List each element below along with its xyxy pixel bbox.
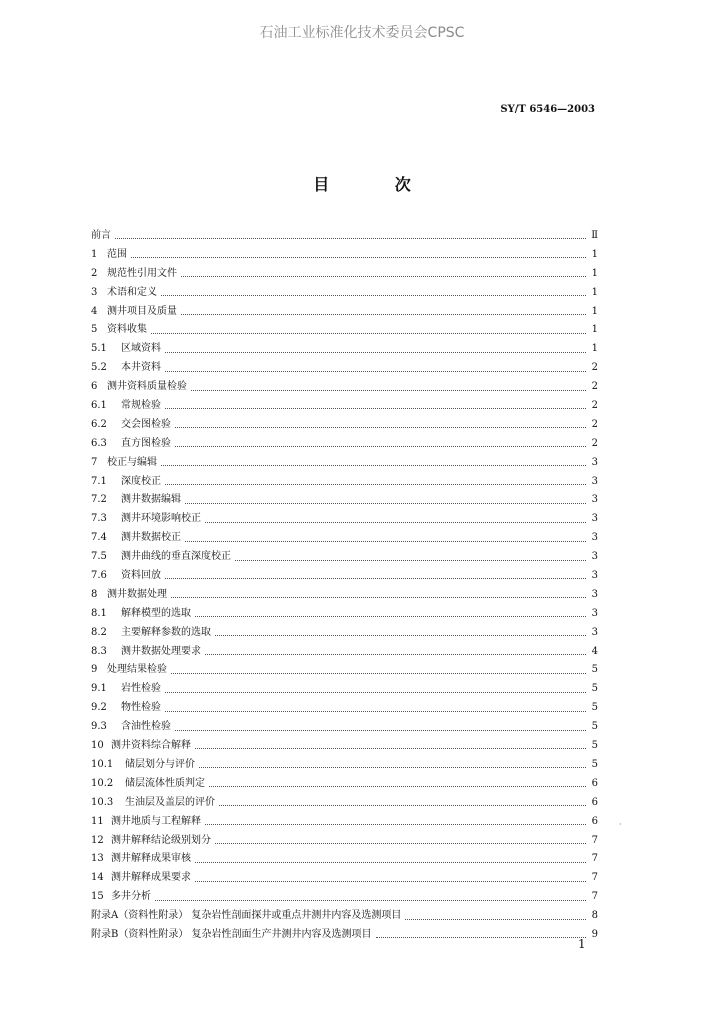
toc-entry-number: 8.1 [91,607,107,619]
toc-entry[interactable] [91,775,598,794]
toc-leader-dots [185,502,586,504]
toc-entry-page: 3 [591,551,598,563]
toc-entry[interactable] [91,567,598,586]
toc-entry-label: 规范性引用文件 [107,267,177,279]
toc-entry[interactable] [91,756,598,775]
toc-entry-label: 解释模型的选取 [121,607,191,619]
toc-leader-dots [161,464,586,466]
toc-entry-page: 3 [591,626,598,638]
toc-entry-number: 7.4 [91,532,107,544]
toc-entry[interactable] [91,284,598,303]
toc-entry-number: 14 [91,872,104,884]
toc-entry-label: 主要解释参数的选取 [121,626,211,638]
toc-entry-label: 生油层及盖层的评价 [125,796,215,808]
toc-leader-dots [161,294,586,296]
toc-entry-page: 5 [591,721,598,733]
toc-entry-page: 5 [591,702,598,714]
toc-entry-label: 测井数据处理 [107,588,167,600]
toc-leader-dots [175,426,586,428]
toc-entry[interactable] [91,661,598,680]
toc-leader-dots [205,521,586,523]
toc-entry[interactable] [91,340,598,359]
toc-entry-label: 本井资料 [121,362,161,374]
toc-entry-number: 6 [91,381,98,393]
toc-entry-page: 3 [591,475,598,487]
toc-entry-number: 6.1 [91,400,107,412]
toc-entry[interactable] [91,680,598,699]
toc-entry-label: 测井解释成果审核 [111,853,191,865]
toc-entry-label: 储层划分与评价 [125,758,195,770]
toc-leader-dots [209,785,586,787]
toc-entry-label: 物性检验 [121,702,161,714]
toc-leader-dots [195,747,586,749]
toc-leader-dots [165,407,586,409]
toc-entry-number: 9 [91,664,98,676]
toc-leader-dots [165,577,586,579]
toc-entry-label: 测井资料质量检验 [107,381,187,393]
toc-leader-dots [181,275,586,277]
toc-leader-dots [219,804,586,806]
toc-entry-number: 7.2 [91,494,107,506]
toc-entry[interactable] [91,586,598,605]
toc-entry-label: 测井项目及质量 [107,305,177,317]
toc-entry-page: 1 [591,248,598,260]
toc-entry-page: Ⅱ [591,230,598,241]
toc-entry[interactable] [91,907,598,926]
toc-entry-number: 10 [91,740,104,752]
toc-entry-label: 范围 [107,248,127,260]
toc-entry[interactable] [91,510,598,529]
toc-entry-label: 测井解释结论级别划分 [111,834,211,846]
toc-entry[interactable] [91,491,598,510]
toc-entry-label: 多井分析 [111,891,151,903]
toc-leader-dots [165,710,586,712]
toc-entry-number: 5.1 [91,343,107,355]
toc-entry-label: 含油性检验 [121,721,171,733]
toc-entry-number: 7 [91,456,98,468]
toc-leader-dots [376,936,586,938]
toc-entry-page: 1 [591,305,598,317]
toc-leader-dots [165,691,586,693]
toc-entry-number: 7.3 [91,513,107,525]
toc-entry-label: 测井曲线的垂直深度校正 [121,551,231,563]
toc-entry-number: 8.2 [91,626,107,638]
toc-entry-number: 7.6 [91,570,107,582]
toc-entry-page: 1 [591,324,598,336]
toc-leader-dots [115,237,586,239]
toc-entry[interactable] [91,227,598,246]
toc-entry-number: 2 [91,267,98,279]
toc-entry-page: 9 [591,928,598,940]
toc-entry-page: 7 [591,853,598,865]
toc-entry-page: 2 [591,381,598,393]
toc-entry-page: 7 [591,872,598,884]
toc-leader-dots [235,559,586,561]
toc-entry-label: 常规检验 [121,400,161,412]
toc-entry-label: 资料回放 [121,570,161,582]
toc-entry-label: 测井环境影响校正 [121,513,201,525]
toc-entry-number: 9.3 [91,721,107,733]
toc-entry[interactable] [91,605,598,624]
toc-entry-number: 5.2 [91,362,107,374]
toc-leader-dots [131,256,586,258]
page-title: 目 次 [313,175,441,194]
toc-entry-page: 1 [591,343,598,355]
toc-leader-dots [195,615,586,617]
toc-entry-number: 6.2 [91,418,107,430]
toc-entry-label: 岩性检验 [121,683,161,695]
toc-entry[interactable] [91,246,598,265]
toc-entry-number: 3 [91,286,98,298]
toc-entry[interactable] [91,303,598,322]
toc-leader-dots [205,823,586,825]
toc-leader-dots [165,370,586,372]
toc-leader-dots [195,861,586,863]
toc-entry-page: 3 [591,607,598,619]
toc-entry-page: 3 [591,456,598,468]
toc-entry-page: 3 [591,570,598,582]
toc-entry[interactable] [91,794,598,813]
toc-entry-number: 9.2 [91,702,107,714]
toc-entry[interactable] [91,718,598,737]
toc-entry[interactable] [91,397,598,416]
toc-entry-number: 7.1 [91,475,107,487]
toc-entry-label: 深度校正 [121,475,161,487]
toc-entry-label: 测井解释成果要求 [111,872,191,884]
toc-entry-label: 测井地质与工程解释 [111,815,201,827]
toc-entry-label: 直方图检验 [121,437,171,449]
toc-entry-label: 区域资料 [121,343,161,355]
toc-entry-page: 1 [591,286,598,298]
toc-entry-number: 4 [91,305,98,317]
toc-leader-dots [405,918,586,920]
toc-entry[interactable] [91,435,598,454]
edge-mark: · [619,820,622,829]
toc-entry-label: 处理结果检验 [107,664,167,676]
toc-leader-dots [151,332,586,334]
toc-leader-dots [175,445,586,447]
toc-entry[interactable] [91,813,598,832]
toc-entry-number: 8 [91,588,98,600]
toc-entry-page: 3 [591,532,598,544]
toc-entry-number: 5 [91,324,98,336]
toc-entry[interactable] [91,473,598,492]
toc-entry-number: 6.3 [91,437,107,449]
toc-entry-page: 3 [591,494,598,506]
table-of-contents [91,227,598,945]
toc-leader-dots [165,483,586,485]
toc-entry[interactable] [91,643,598,662]
toc-entry-page: 2 [591,437,598,449]
toc-entry-label: 测井数据处理要求 [121,645,201,657]
toc-entry[interactable] [91,699,598,718]
toc-entry-number: 7.5 [91,551,107,563]
toc-entry-label: 测井资料综合解释 [111,740,191,752]
toc-entry-label: 交会图检验 [121,418,171,430]
standard-number: SY/T 6546—2003 [500,104,595,115]
toc-entry-page: 5 [591,740,598,752]
toc-leader-dots [171,672,586,674]
toc-leader-dots [215,634,586,636]
toc-leader-dots [199,766,586,768]
toc-entry[interactable] [91,926,598,945]
toc-entry-label: 测井数据校正 [121,532,181,544]
toc-leader-dots [165,351,586,353]
toc-entry-page: 4 [591,645,598,657]
toc-entry[interactable] [91,624,598,643]
toc-leader-dots [171,596,586,598]
toc-entry-label: 校正与编辑 [107,456,157,468]
toc-entry[interactable] [91,888,598,907]
toc-entry-number: 8.3 [91,645,107,657]
toc-entry-label: 储层流体性质判定 [125,777,205,789]
toc-leader-dots [191,389,586,391]
toc-entry-page: 6 [591,777,598,789]
toc-entry-number: 10.2 [91,777,114,789]
toc-entry-page: 8 [591,910,598,922]
toc-leader-dots [215,842,586,844]
toc-entry-page: 5 [591,664,598,676]
toc-entry-page: 5 [591,683,598,695]
toc-entry-page: 2 [591,400,598,412]
toc-entry-number: 9.1 [91,683,107,695]
toc-entry-number: 15 [91,891,104,903]
toc-entry-number: 11 [91,815,104,827]
toc-entry[interactable] [91,378,598,397]
toc-entry-label: 附录B（资料性附录） 复杂岩性剖面生产井测井内容及选测项目 [91,928,372,940]
toc-entry-page: 7 [591,834,598,846]
toc-entry-page: 2 [591,418,598,430]
toc-entry[interactable] [91,529,598,548]
toc-entry-page: 7 [591,891,598,903]
toc-entry[interactable] [91,832,598,851]
toc-entry[interactable] [91,359,598,378]
toc-leader-dots [181,313,586,315]
toc-leader-dots [195,880,586,882]
toc-entry[interactable] [91,321,598,340]
toc-entry[interactable] [91,850,598,869]
toc-entry-page: 6 [591,796,598,808]
toc-entry-page: 6 [591,815,598,827]
toc-entry-page: 3 [591,588,598,600]
toc-entry-number: 12 [91,834,104,846]
toc-entry-page: 5 [591,758,598,770]
toc-entry[interactable] [91,548,598,567]
toc-entry[interactable] [91,416,598,435]
toc-entry-number: 10.3 [91,796,114,808]
toc-entry-number: 13 [91,853,104,865]
toc-entry-page: 1 [591,267,598,279]
toc-entry-label: 资料收集 [107,324,147,336]
toc-entry[interactable] [91,265,598,284]
toc-entry-label: 附录A（资料性附录） 复杂岩性剖面探井或重点井测井内容及选测项目 [91,910,402,922]
watermark-text: 石油工业标准化技术委员会CPSC [259,25,465,41]
toc-entry-label: 测井数据编辑 [121,494,181,506]
toc-leader-dots [175,729,586,731]
toc-entry-label: 前言 [91,230,111,241]
toc-entry-page: 2 [591,362,598,374]
toc-entry-page: 3 [591,513,598,525]
toc-leader-dots [185,540,586,542]
toc-entry-number: 10.1 [91,758,114,770]
toc-entry-label: 术语和定义 [107,286,157,298]
page-number: 1 [578,937,586,951]
toc-entry[interactable] [91,737,598,756]
toc-entry[interactable] [91,454,598,473]
toc-entry[interactable] [91,869,598,888]
toc-entry-number: 1 [91,248,98,260]
toc-leader-dots [205,653,586,655]
toc-leader-dots [155,899,586,901]
